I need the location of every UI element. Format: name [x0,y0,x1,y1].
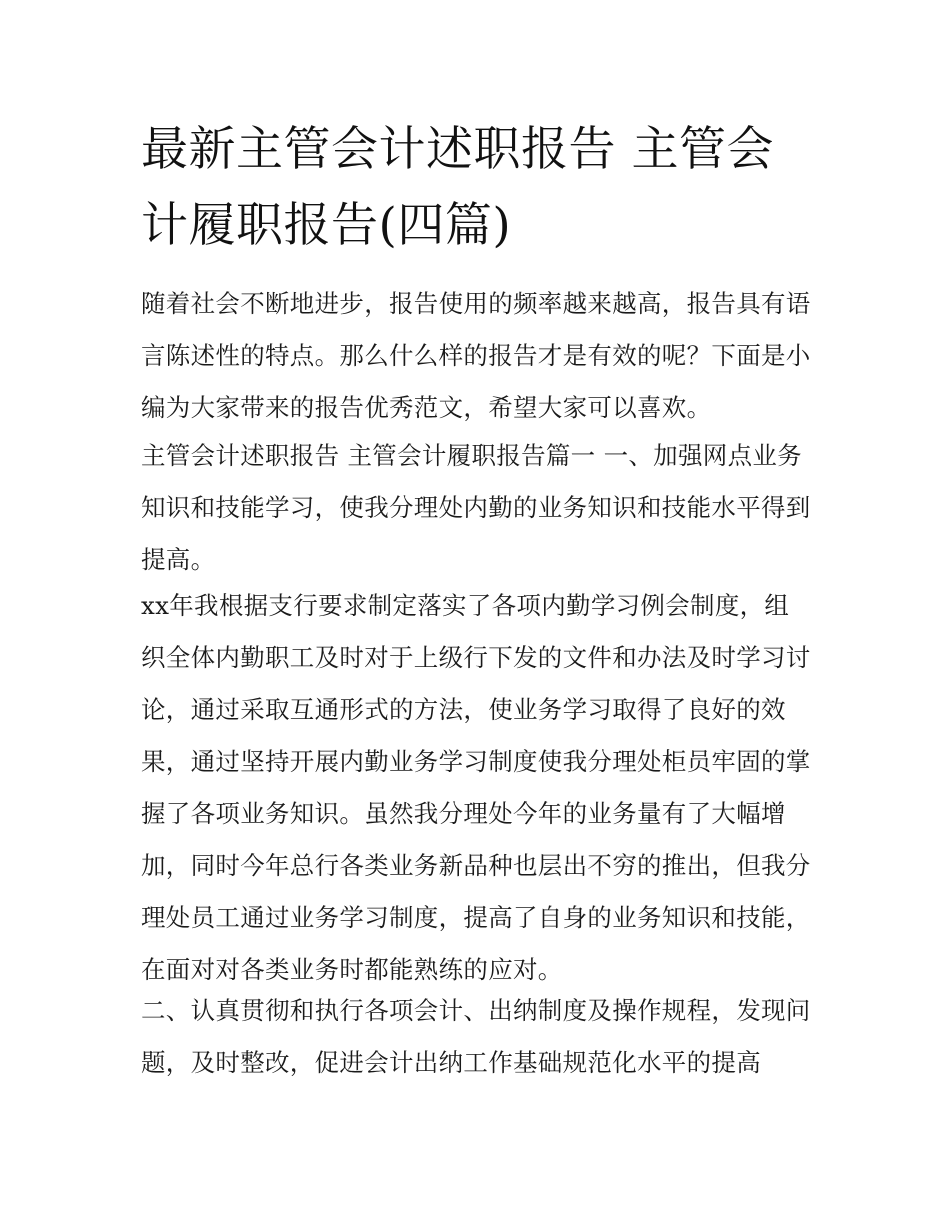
section-one-body-paragraph: xx年我根据支行要求制定落实了各项内勤学习例会制度，组织全体内勤职工及时对于上级行下发的文件和办法及时学习讨论，通过采取互通形式的方法，使业务学习取得了良好的效果，通过坚持开展内勤业务学习制度使我分理处柜员牢固的掌握了各项业务知识。虽然我分理处今年的业务量有了大幅增加，同时今年总行各类业务新品种也层出不穷的推出，但我分理处员工通过业务学习制度，提高了自身的业务知识和技能，在面对对各类业务时都能熟练的应对。 [141,591,811,984]
intro-paragraph: 随着社会不断地进步，报告使用的频率越来越高，报告具有语言陈述性的特点。那么什么样的报告才是有效的呢？下面是小编为大家带来的报告优秀范文，希望大家可以喜欢。 [141,289,811,422]
section-one-heading-paragraph: 主管会计述职报告 主管会计履职报告篇一 一、加强网点业务知识和技能学习，使我分理处内勤的业务知识和技能水平得到提高。 [141,441,811,574]
document-title: 最新主管会计述职报告 主管会计履职报告(四篇) [141,122,774,253]
section-two-heading-paragraph: 二、认真贯彻和执行各项会计、出纳制度及操作规程，发现问题，及时整改，促进会计出纳工作基础规范化水平的提高 [141,996,811,1077]
